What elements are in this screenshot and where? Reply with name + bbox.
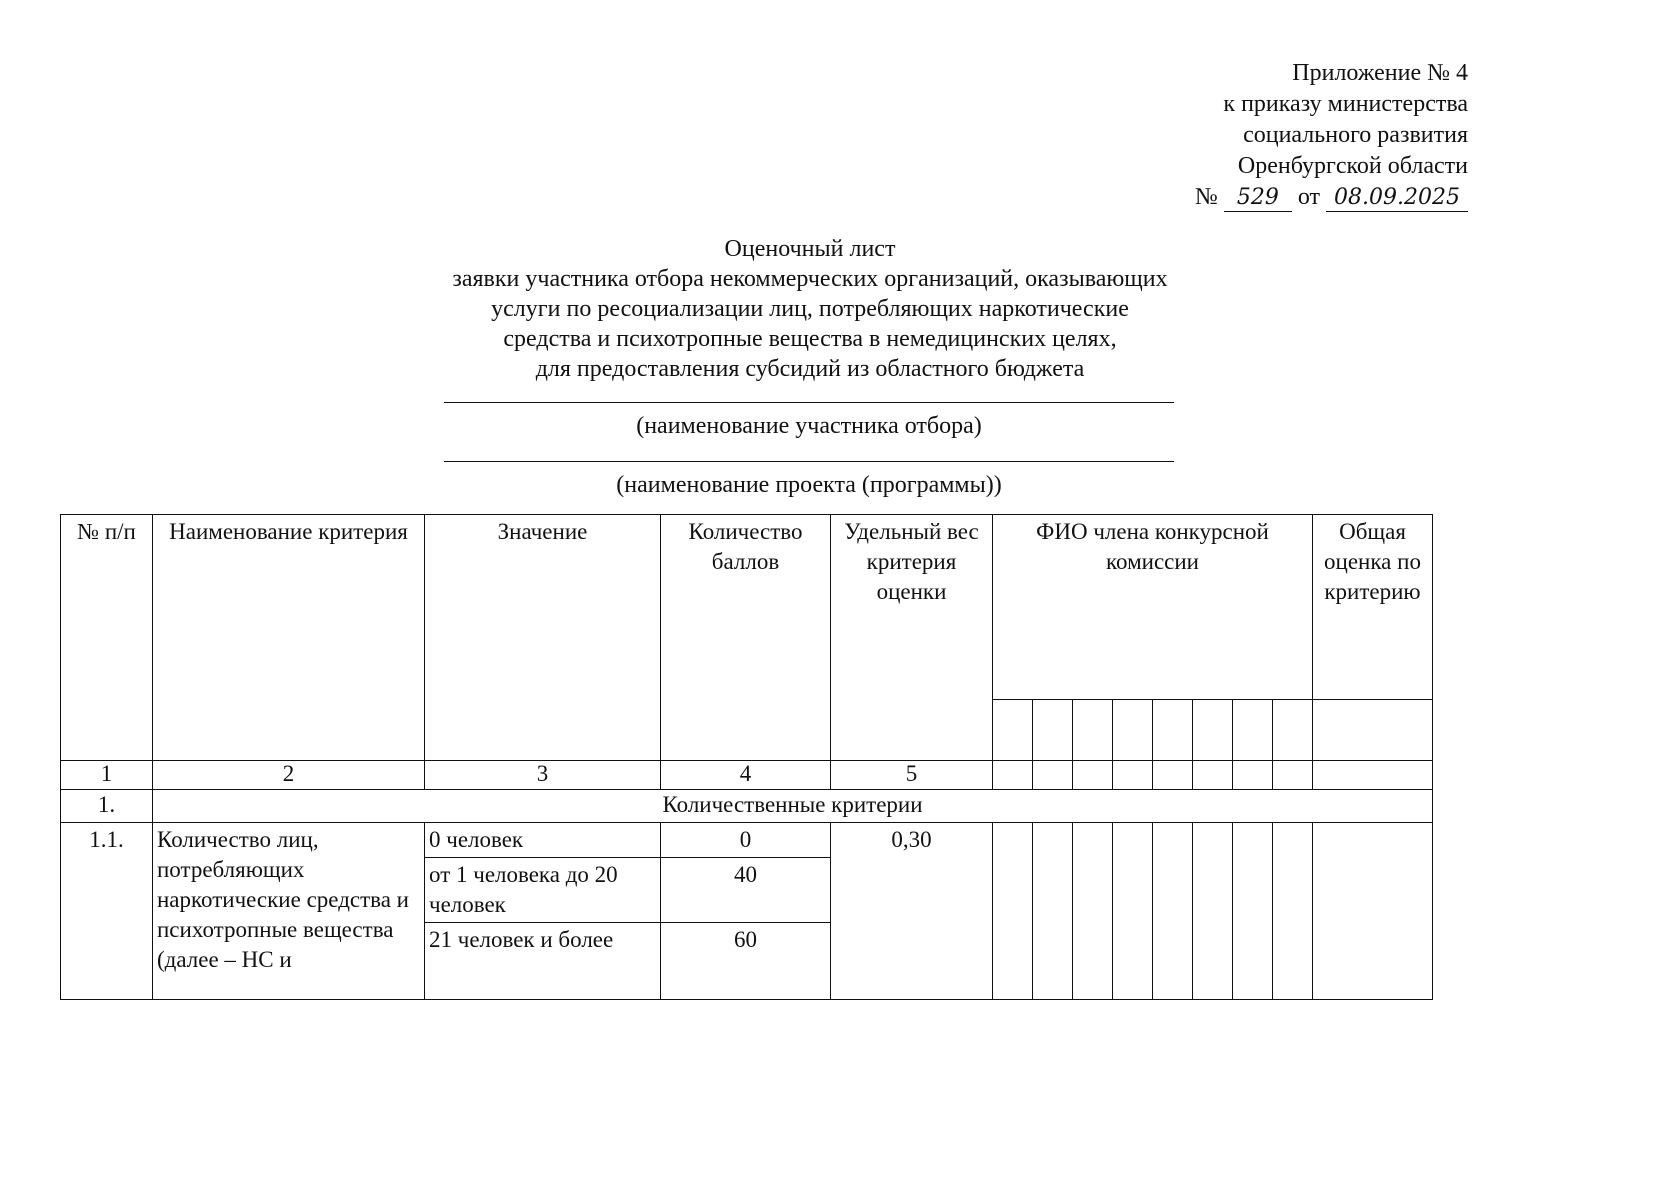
participant-name-caption: (наименование участника отбора) xyxy=(636,413,982,439)
order-number-handwritten: 529 xyxy=(1224,185,1292,212)
column-number: 2 xyxy=(153,761,425,790)
participant-name-field[interactable] xyxy=(444,402,1174,440)
criterion-weight: 0,30 xyxy=(831,823,993,1000)
order-date-handwritten: 08.09.2025 xyxy=(1326,185,1468,212)
member-score-cell[interactable] xyxy=(1193,823,1233,1000)
column-number: 1 xyxy=(61,761,153,790)
evaluation-table xyxy=(60,514,1433,1000)
empty-cell xyxy=(1233,761,1273,790)
commission-member-cell[interactable] xyxy=(993,700,1033,761)
header-num: № п/п xyxy=(61,515,153,761)
section-num: 1. xyxy=(61,790,153,823)
member-score-cell[interactable] xyxy=(1073,823,1113,1000)
empty-cell xyxy=(1033,761,1073,790)
participant-name-line xyxy=(444,402,1174,403)
date-prefix: от xyxy=(1297,184,1320,210)
document-title xyxy=(380,234,1240,384)
member-score-cell[interactable] xyxy=(1153,823,1193,1000)
project-name-caption: (наименование проекта (программы)) xyxy=(616,472,1002,498)
column-number: 4 xyxy=(661,761,831,790)
empty-cell xyxy=(993,761,1033,790)
title-line-3: услуги по ресоциализации лиц, потребляющих наркотические xyxy=(491,296,1129,322)
criterion-points: 0 xyxy=(661,823,831,858)
number-prefix: № xyxy=(1194,184,1218,210)
header-commission: ФИО члена конкурсной комиссии xyxy=(993,515,1313,700)
criterion-value: от 1 человека до 20 человек xyxy=(425,858,661,923)
commission-member-cell[interactable] xyxy=(1073,700,1113,761)
appendix-line-2: к приказу министерства xyxy=(1223,91,1468,117)
appendix-line-4: Оренбургской области xyxy=(1237,153,1468,179)
column-number-row xyxy=(61,761,1433,790)
appendix-line-3: социального развития xyxy=(1243,122,1468,148)
commission-member-cell[interactable] xyxy=(1033,700,1073,761)
criterion-value: 0 человек xyxy=(425,823,661,858)
title-line-1: Оценочный лист xyxy=(724,236,896,262)
member-score-cell[interactable] xyxy=(1273,823,1313,1000)
commission-member-cell[interactable] xyxy=(1153,700,1193,761)
header-criterion: Наименование критерия xyxy=(153,515,425,761)
section-label: Количественные критерии xyxy=(153,790,1433,823)
member-score-cell[interactable] xyxy=(1233,823,1273,1000)
header-row xyxy=(61,515,1433,700)
commission-member-cell[interactable] xyxy=(1273,700,1313,761)
order-number-line xyxy=(1048,182,1468,213)
commission-member-cell[interactable] xyxy=(1233,700,1273,761)
empty-cell xyxy=(1273,761,1313,790)
empty-cell xyxy=(1113,761,1153,790)
empty-cell xyxy=(1313,761,1433,790)
criterion-points: 60 xyxy=(661,923,831,1000)
column-number: 5 xyxy=(831,761,993,790)
criterion-name: Количество лиц, потребляющих наркотические средства и психотропные вещества (далее – НС и xyxy=(153,823,425,1000)
member-score-cell[interactable] xyxy=(1033,823,1073,1000)
appendix-line-1: Приложение № 4 xyxy=(1292,60,1468,86)
section-row xyxy=(61,790,1433,823)
empty-cell xyxy=(1073,761,1113,790)
criterion-points: 40 xyxy=(661,858,831,923)
title-line-5: для предоставления субсидий из областного бюджета xyxy=(535,356,1085,382)
empty-cell xyxy=(1153,761,1193,790)
criterion-num: 1.1. xyxy=(61,823,153,1000)
criterion-value: 21 человек и более xyxy=(425,923,661,1000)
member-score-cell[interactable] xyxy=(1113,823,1153,1000)
header-points: Количество баллов xyxy=(661,515,831,761)
project-name-line xyxy=(444,461,1174,462)
column-number: 3 xyxy=(425,761,661,790)
commission-member-cell[interactable] xyxy=(1113,700,1153,761)
header-weight: Удельный вес критерия оценки xyxy=(831,515,993,761)
title-line-2: заявки участника отбора некоммерческих организаций, оказывающих xyxy=(452,266,1168,292)
total-score-header-cell[interactable] xyxy=(1313,700,1433,761)
header-total: Общая оценка по критерию xyxy=(1313,515,1433,700)
header-value: Значение xyxy=(425,515,661,761)
title-line-4: средства и психотропные вещества в немедицинских целях, xyxy=(503,326,1117,352)
total-score-cell[interactable] xyxy=(1313,823,1433,1000)
appendix-block xyxy=(1048,58,1468,213)
empty-cell xyxy=(1193,761,1233,790)
project-name-field[interactable] xyxy=(444,461,1174,499)
commission-member-cell[interactable] xyxy=(1193,700,1233,761)
member-score-cell[interactable] xyxy=(993,823,1033,1000)
criterion-row xyxy=(61,823,1433,858)
